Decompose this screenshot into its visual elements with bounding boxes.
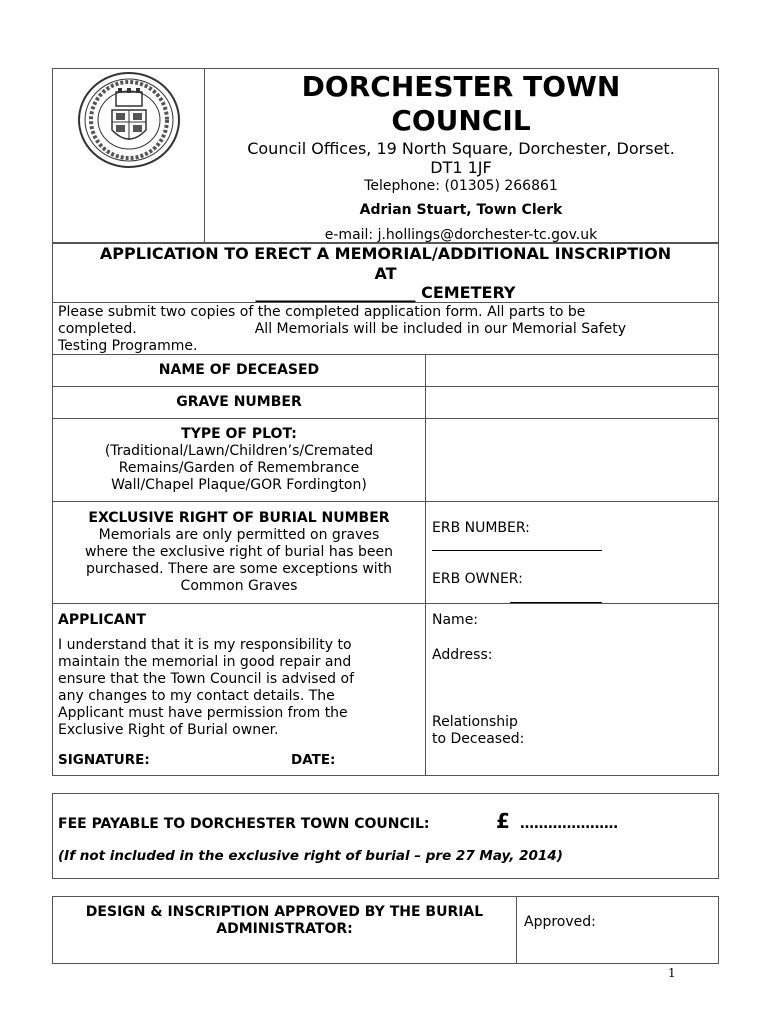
erb-number-label: ERB NUMBER:	[432, 520, 530, 536]
applicant-heading: APPLICANT	[58, 612, 146, 628]
erb-number-field[interactable]	[432, 540, 602, 551]
cemetery-name-field[interactable]: ____________________	[255, 283, 416, 302]
type-of-plot-field[interactable]	[427, 420, 717, 500]
row-divider	[52, 603, 719, 604]
type-of-plot-label: TYPE OF PLOT: (Traditional/Lawn/Children’s/Cremated Remains/Garden of Remembrance Wall/Chapel Plaque/GOR Fordington)	[104, 426, 374, 493]
row-divider	[52, 354, 719, 355]
fee-amount-field[interactable]: …………………	[520, 816, 618, 832]
form-title: APPLICATION TO ERECT A MEMORIAL/ADDITIONAL INSCRIPTION AT ____________________ CEMETERY	[99, 244, 672, 302]
page-number: 1	[668, 966, 676, 980]
approval-divider	[516, 896, 517, 964]
applicant-declaration: I understand that it is my responsibility to maintain the memorial in good repair and ensure that the Town Council is advised of any changes to my contact details. The Applicant must have permission from the Exclusive Right of Burial owner.	[58, 637, 355, 738]
form-instructions: Please submit two copies of the completed application form. All parts to be completed. All Memorials will be included in our Memorial Safety Testing Programme.	[58, 304, 626, 354]
fee-currency: £	[496, 809, 510, 833]
row-divider	[52, 386, 719, 387]
council-seal-icon	[74, 70, 184, 170]
fee-note: (If not included in the exclusive right of burial – pre 27 May, 2014)	[58, 848, 563, 864]
grave-number-label: GRAVE NUMBER	[176, 394, 302, 410]
date-label: DATE:	[291, 752, 336, 768]
town-clerk: Adrian Stuart, Town Clerk	[359, 202, 563, 218]
council-title: DORCHESTER TOWN COUNCIL	[301, 70, 621, 137]
cemetery-label: CEMETERY	[421, 283, 516, 302]
applicant-address-label: Address:	[432, 647, 493, 663]
approved-label: Approved:	[524, 914, 596, 930]
signature-label: SIGNATURE:	[58, 752, 150, 768]
erb-section: EXCLUSIVE RIGHT OF BURIAL NUMBER Memorials are only permitted on graves where the exclusive right of burial has been purchased. There are some exceptions with Common Graves	[84, 510, 394, 594]
grave-number-field[interactable]	[427, 388, 717, 418]
row-divider	[52, 302, 719, 303]
row-divider	[52, 501, 719, 502]
fee-box	[52, 793, 719, 879]
erb-owner-label: ERB OWNER:	[432, 571, 523, 587]
fee-label: FEE PAYABLE TO DORCHESTER TOWN COUNCIL:	[58, 816, 430, 832]
council-telephone: Telephone: (01305) 266861	[364, 178, 558, 194]
relationship-label: Relationship to Deceased:	[432, 714, 525, 747]
council-address: Council Offices, 19 North Square, Dorchester, Dorset. DT1 1JF	[247, 139, 675, 177]
erb-owner-field[interactable]	[510, 592, 602, 603]
applicant-name-label: Name:	[432, 612, 479, 628]
name-of-deceased-field[interactable]	[427, 356, 717, 386]
row-divider	[52, 418, 719, 419]
council-email[interactable]: e-mail: j.hollings@dorchester-tc.gov.uk	[324, 227, 598, 243]
approval-label: DESIGN & INSCRIPTION APPROVED BY THE BURIAL ADMINISTRATOR:	[85, 904, 484, 937]
name-of-deceased-label: NAME OF DECEASED	[158, 362, 320, 378]
